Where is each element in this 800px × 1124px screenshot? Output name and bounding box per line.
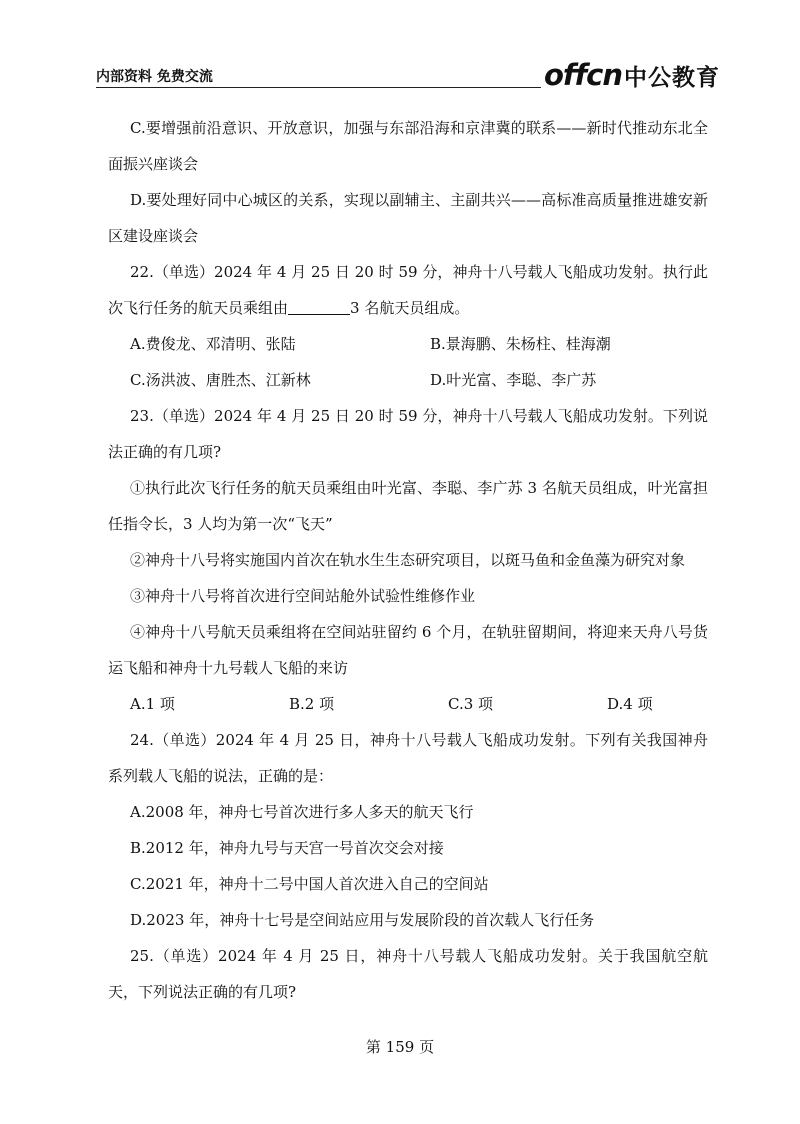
q23-statement-4: ④神舟十八号航天员乘组将在空间站驻留约 6 个月，在轨驻留期间，将迎来天舟八号货运飞船和神舟十九号载人飞船的来访 [108, 623, 708, 677]
q22-options-row-1 [108, 326, 708, 362]
q22-stem-b: 3 名航天员组成。 [350, 299, 470, 317]
q23-option-b: B.2 项 [289, 695, 335, 713]
q24-option-b: B.2012 年，神舟九号与天宫一号首次交会对接 [130, 839, 444, 857]
q22-option-d: D.叶光富、李聪、李广苏 [430, 371, 597, 389]
q23-option-d: D.4 项 [607, 695, 653, 713]
question-24-stem: 24.（单选）2024 年 4 月 25 日，神舟十八号载人飞船成功发射。下列有关我国神舟系列载人飞船的说法，正确的是： [108, 731, 708, 785]
q23-statement-1: ①执行此次飞行任务的航天员乘组由叶光富、李聪、李广苏 3 名航天员组成，叶光富担任指令长，3 人均为第一次“飞天” [108, 479, 708, 533]
offcn-logo [544, 58, 720, 92]
page-header [96, 58, 720, 92]
q23-option-c: C.3 项 [448, 695, 494, 713]
question-22-stem [108, 254, 708, 326]
q23-statement-3: ③神舟十八号将首次进行空间站舱外试验性维修作业 [130, 587, 476, 605]
q22-options-row-2 [108, 362, 708, 398]
q24-option-d: D.2023 年，神舟十七号是空间站应用与发展阶段的首次载人飞行任务 [130, 911, 595, 929]
q22-option-b: B.景海鹏、朱杨柱、桂海潮 [430, 335, 611, 353]
header-rule [96, 87, 541, 88]
q23-statement-2: ②神舟十八号将实施国内首次在轨水生生态研究项目，以斑马鱼和金鱼藻为研究对象 [130, 551, 686, 569]
q23-options-row [108, 686, 708, 722]
q22-option-c: C.汤洪波、唐胜杰、江新林 [130, 371, 311, 389]
logo-latin: offcn [544, 58, 622, 92]
question-23-stem: 23.（单选）2024 年 4 月 25 日 20 时 59 分，神舟十八号载人飞船成功发射。下列说法正确的有几项? [108, 407, 708, 461]
q24-option-c: C.2021 年，神舟十二号中国人首次进入自己的空间站 [130, 875, 489, 893]
q22-stem-a: 22.（单选）2024 年 4 月 25 日 20 时 59 分，神舟十八号载人飞船成功发射。执行此次飞行任务的航天员乘组由 [108, 263, 708, 317]
q23-option-a: A.1 项 [130, 695, 175, 713]
answer-blank [288, 300, 350, 315]
question-25-stem: 25.（单选）2024 年 4 月 25 日，神舟十八号载人飞船成功发射。关于我国航空航天，下列说法正确的有几项? [108, 947, 708, 1001]
q24-option-a: A.2008 年，神舟七号首次进行多人多天的航天飞行 [130, 803, 474, 821]
page-content [108, 110, 708, 1010]
option-d-prev: D.要处理好同中心城区的关系，实现以副辅主、主副共兴——高标准高质量推进雄安新区建设座谈会 [108, 191, 708, 245]
logo-cn: 中公教育 [624, 65, 720, 91]
q22-option-a: A.费俊龙、邓清明、张陆 [130, 335, 296, 353]
option-c-prev: C.要增强前沿意识、开放意识，加强与东部沿海和京津冀的联系——新时代推动东北全面振兴座谈会 [108, 119, 708, 173]
page-number: 第 159 页 [365, 1038, 435, 1056]
header-text: 内部资料 免费交流 [96, 69, 213, 85]
